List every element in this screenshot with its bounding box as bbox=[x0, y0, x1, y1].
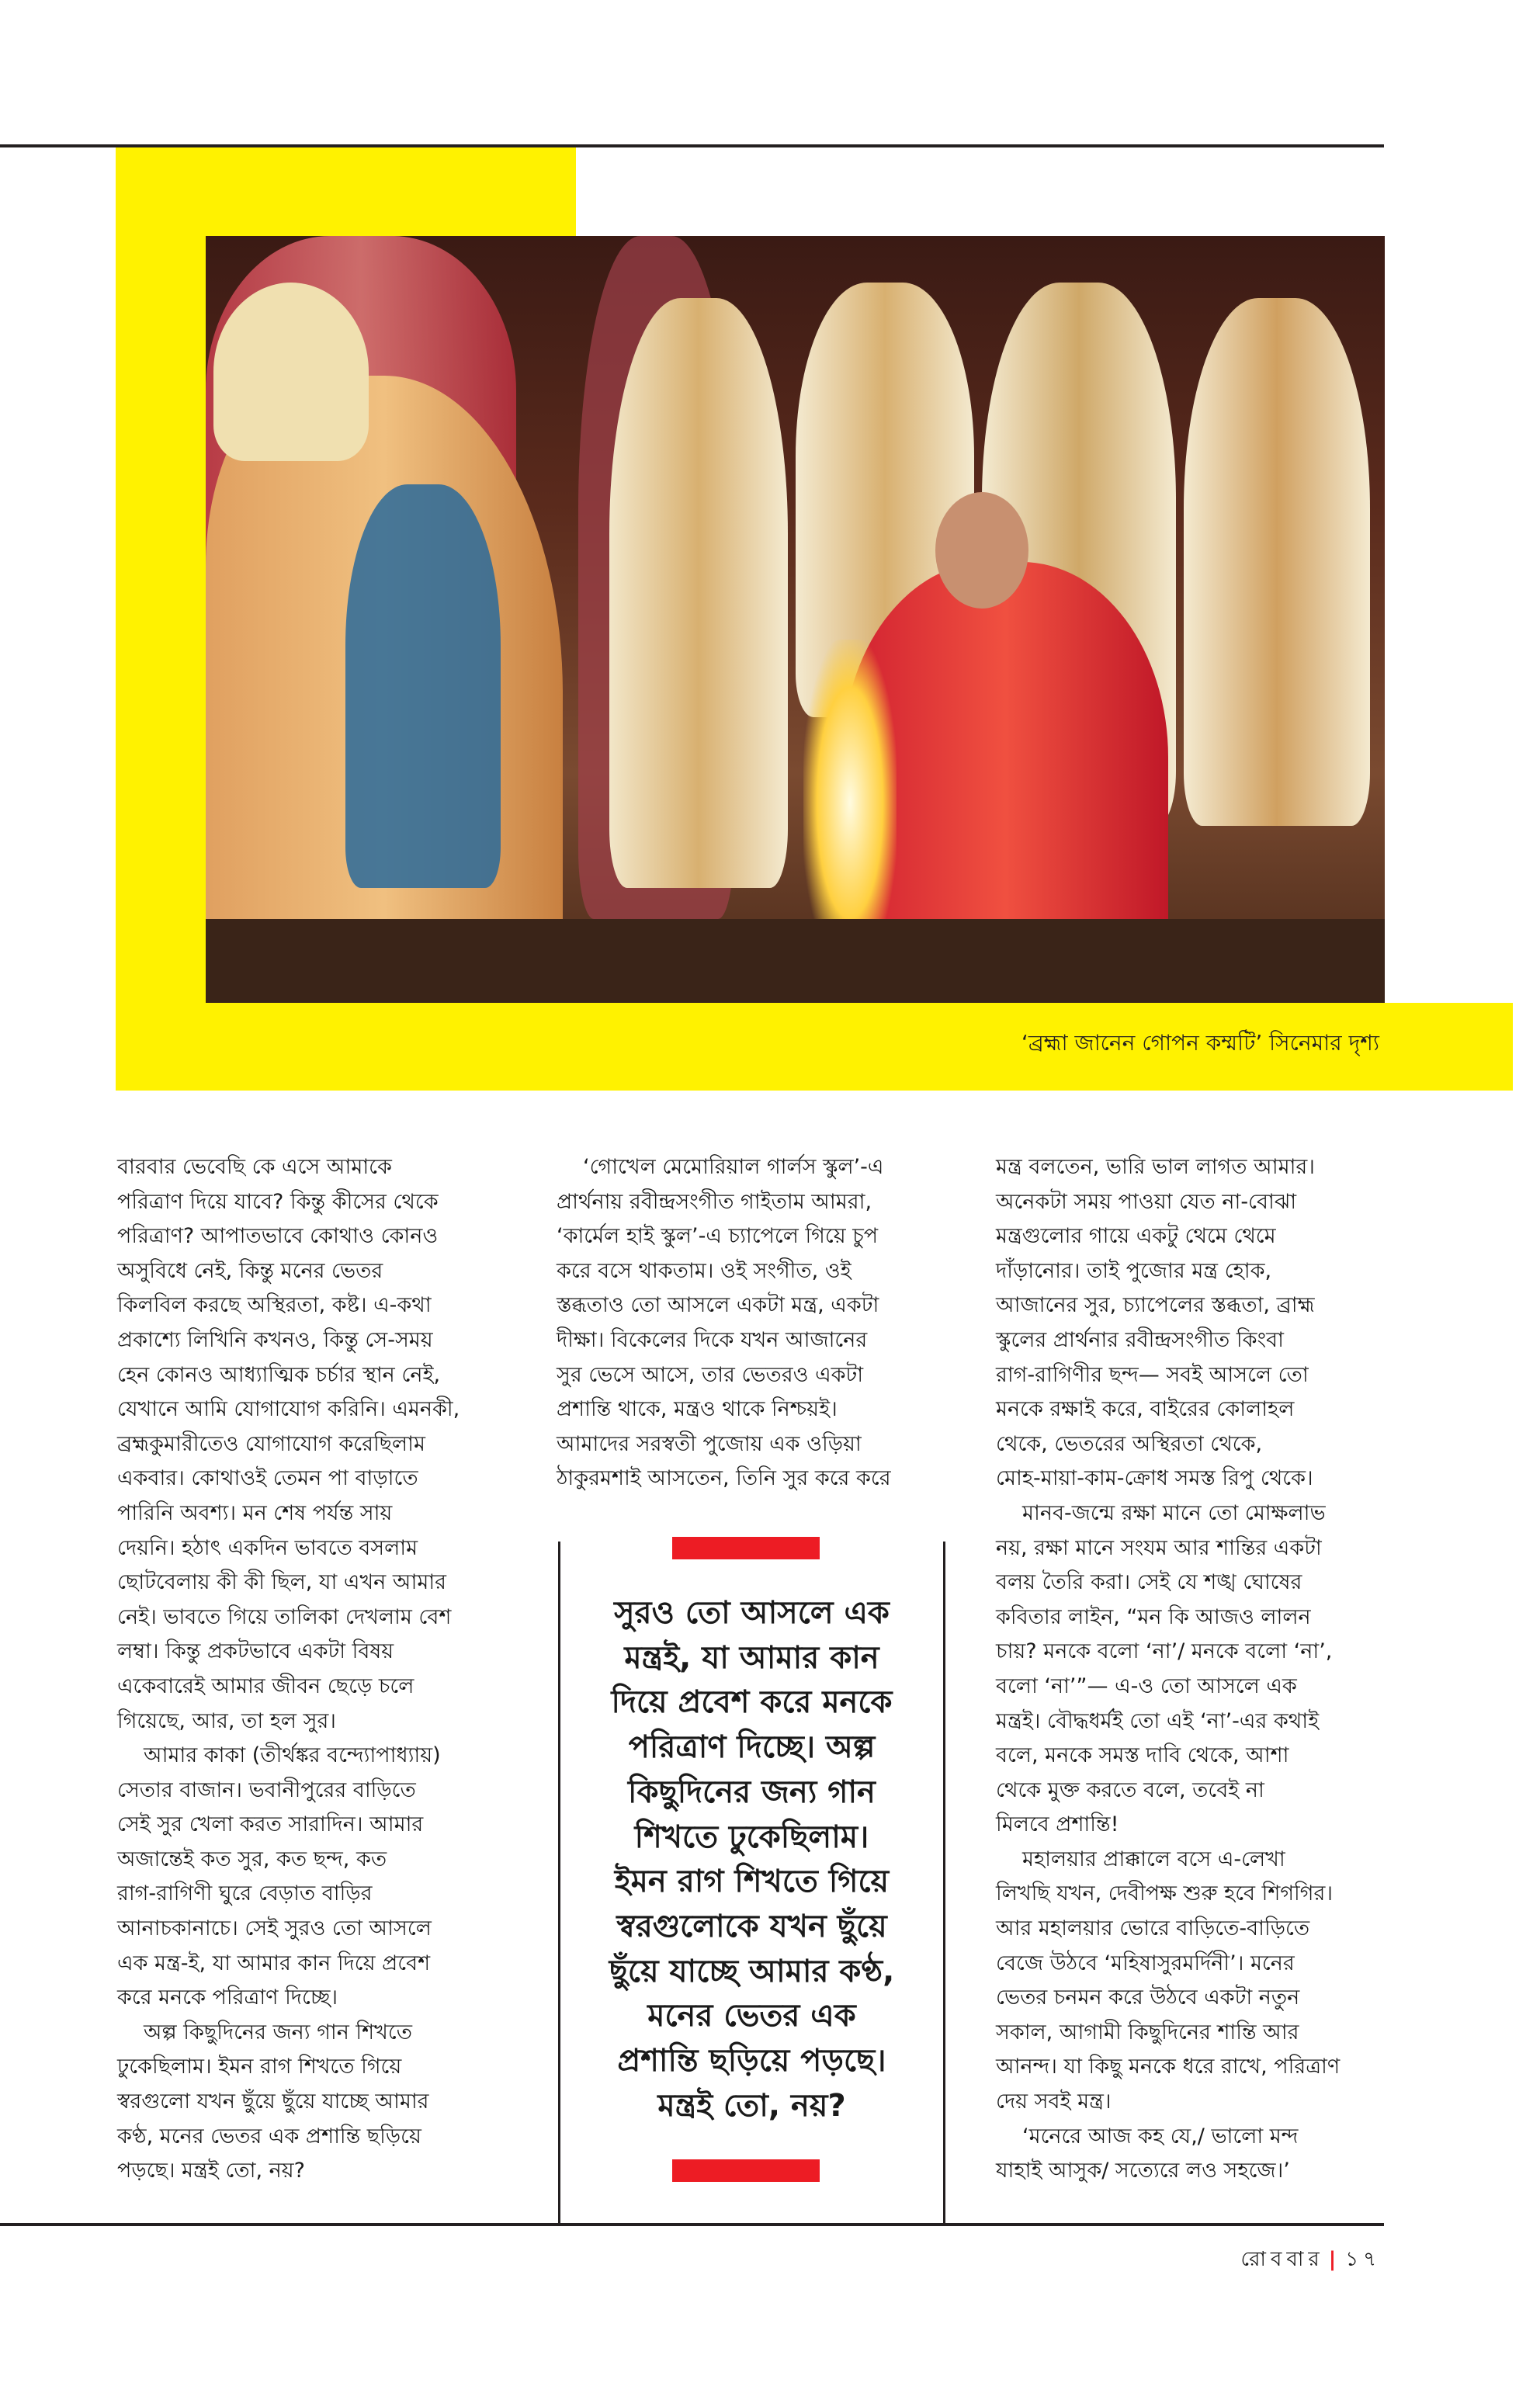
text-line: আজানের সুর, চ্যাপেলের স্তব্ধতা, ব্রাহ্ম bbox=[996, 1293, 1315, 1318]
text-line: প্রকাশ্যে লিখিনি কখনও, কিন্তু সে-সময় bbox=[117, 1327, 433, 1352]
text-line: ‘মনেরে আজ কহ যে,/ ভালো মন্দ bbox=[1022, 2124, 1299, 2148]
text-line: প্রার্থনায় রবীন্দ্রসংগীত গাইতাম আমরা, bbox=[557, 1189, 872, 1214]
text-line: করে মনকে পরিত্রাণ দিচ্ছে। bbox=[117, 1985, 338, 2010]
article-column-1 bbox=[117, 1150, 509, 2189]
pull-quote-line: কিছুদিনের জন্য গান bbox=[628, 1774, 876, 1810]
text-line: চায়? মনকে বলো ‘না’/ মনকে বলো ‘না’, bbox=[996, 1639, 1333, 1664]
text-line: পরিত্রাণ? আপাতভাবে কোথাও কোনও bbox=[117, 1224, 439, 1249]
text-line: প্রশান্তি থাকে, মন্ত্রও থাকে নিশ্চয়ই। bbox=[557, 1397, 838, 1422]
text-line: মন্ত্র বলতেন, ভারি ভাল লাগত আমার। bbox=[996, 1155, 1315, 1179]
text-line: অনেকটা সময় পাওয়া যেত না-বোঝা bbox=[996, 1189, 1297, 1214]
pull-quote-line: ইমন রাগ শিখতে গিয়ে bbox=[614, 1864, 890, 1900]
pull-quote-line: সুরও তো আসলে এক bbox=[614, 1595, 890, 1631]
text-line: ঢুকেছিলাম। ইমন রাগ শিখতে গিয়ে bbox=[117, 2055, 402, 2079]
column-divider-right bbox=[943, 1542, 945, 2223]
pull-quote-line: মনের ভেতর এক bbox=[647, 1998, 856, 2034]
text-line: মিলবে প্রশান্তি! bbox=[996, 1812, 1119, 1837]
pull-quote-bottom-bar bbox=[672, 2159, 820, 2182]
text-line: পড়ছে। মন্ত্রই তো, নয়? bbox=[117, 2159, 305, 2183]
pull-quote-line: মন্ত্রই, যা আমার কান bbox=[624, 1639, 879, 1676]
text-line: সুর ভেসে আসে, তার ভেতরও একটা bbox=[557, 1362, 864, 1387]
pull-quote-line: স্বরগুলোকে যখন ছুঁয়ে bbox=[616, 1908, 887, 1944]
pull-quote bbox=[560, 1591, 943, 2128]
text-line: নেই। ভাবতে গিয়ে তালিকা দেখলাম বেশ bbox=[117, 1604, 452, 1629]
article-column-2 bbox=[557, 1150, 945, 1496]
text-line: যাহাই আসুক/ সত্যেরে লও সহজে।’ bbox=[996, 2159, 1290, 2183]
text-line: ঠাকুরমশাই আসতেন, তিনি সুর করে করে bbox=[557, 1466, 891, 1491]
text-line: রাগ-রাগিণীর ছন্দ— সবই আসলে তো bbox=[996, 1362, 1309, 1387]
text-line: ভেতর চনমন করে উঠবে একটা নতুন bbox=[996, 1985, 1300, 2010]
left-yellow-strip bbox=[116, 236, 206, 1003]
text-line: পারিনি অবশ্য। মন শেষ পর্যন্ত সায় bbox=[117, 1500, 393, 1525]
text-line: ‘কার্মেল হাই স্কুল’-এ চ্যাপেলে গিয়ে চুপ bbox=[557, 1224, 879, 1249]
header-yellow-block bbox=[116, 147, 576, 236]
text-line: আমার কাকা (তীর্থঙ্কর বন্দ্যোপাধ্যায়) bbox=[144, 1743, 441, 1768]
text-line: বলয় তৈরি করা। সেই যে শঙ্খ ঘোষের bbox=[996, 1570, 1302, 1595]
text-line: করে বসে থাকতাম। ওই সংগীত, ওই bbox=[557, 1258, 852, 1283]
text-line: ‘গোখেল মেমোরিয়াল গার্লস স্কুল’-এ bbox=[583, 1155, 884, 1179]
text-line: এক মন্ত্র-ই, যা আমার কান দিয়ে প্রবেশ bbox=[117, 1951, 431, 1975]
text-line: থেকে মুক্ত করতে বলে, তবেই না bbox=[996, 1777, 1264, 1802]
pull-quote-line: পরিত্রাণ দিচ্ছে। অল্প bbox=[628, 1729, 876, 1766]
text-line: থেকে, ভেতরের অস্থিরতা থেকে, bbox=[996, 1431, 1263, 1456]
text-line: মন্ত্রগুলোর গায়ে একটু থেমে থেমে bbox=[996, 1224, 1276, 1249]
text-line: একেবারেই আমার জীবন ছেড়ে চলে bbox=[117, 1673, 414, 1698]
text-line: লিখছি যখন, দেবীপক্ষ শুরু হবে শিগগির। bbox=[996, 1881, 1333, 1906]
text-line: অসুবিধে নেই, কিন্তু মনের ভেতর bbox=[117, 1258, 383, 1283]
footer-separator: | bbox=[1328, 2248, 1341, 2271]
text-line: কবিতার লাইন, “মন কি আজও লালন bbox=[996, 1604, 1311, 1629]
text-line: আমাদের সরস্বতী পুজোয় এক ওড়িয়া bbox=[557, 1431, 862, 1456]
pull-quote-line: শিখতে ঢুকেছিলাম। bbox=[634, 1819, 869, 1855]
text-line: অল্প কিছুদিনের জন্য গান শিখতে bbox=[144, 2020, 412, 2044]
pull-quote-top-bar bbox=[672, 1537, 820, 1559]
text-line: দাঁড়ানোর। তাই পুজোর মন্ত্র হোক, bbox=[996, 1258, 1272, 1283]
text-line: পরিত্রাণ দিয়ে যাবে? কিন্তু কীসের থেকে bbox=[117, 1189, 439, 1214]
text-line: ব্রহ্মকুমারীতেও যোগাযোগ করেছিলাম bbox=[117, 1431, 425, 1456]
text-line: হেন কোনও আধ্যাত্মিক চর্চার স্থান নেই, bbox=[117, 1362, 441, 1387]
photo-caption: ‘ব্রহ্মা জানেন গোপন কম্মটি’ সিনেমার দৃশ্য bbox=[1021, 1030, 1379, 1056]
text-line: বলো ‘না’”— এ-ও তো আসলে এক bbox=[996, 1673, 1297, 1698]
text-line: অজান্তেই কত সুর, কত ছন্দ, কত bbox=[117, 1847, 387, 1871]
text-line: বেজে উঠবে ‘মহিষাসুরমর্দিনী’। মনের bbox=[996, 1951, 1295, 1975]
text-line: কণ্ঠ, মনের ভেতর এক প্রশান্তি ছড়িয়ে bbox=[117, 2124, 421, 2148]
text-line: মানব-জন্মে রক্ষা মানে তো মোক্ষলাভ bbox=[1022, 1500, 1326, 1525]
text-line: নয়, রক্ষা মানে সংযম আর শান্তির একটা bbox=[996, 1535, 1322, 1560]
page-number: ১৭ bbox=[1345, 2248, 1381, 2271]
text-line: স্কুলের প্রার্থনার রবীন্দ্রসংগীত কিংবা bbox=[996, 1327, 1284, 1352]
text-line: মোহ-মায়া-কাম-ক্রোধ সমস্ত রিপু থেকে। bbox=[996, 1466, 1313, 1491]
text-line: মহালয়ার প্রাক্কালে বসে এ-লেখা bbox=[1022, 1847, 1285, 1871]
text-line: সেই সুর খেলা করত সারাদিন। আমার bbox=[117, 1812, 424, 1837]
text-line: মনকে রক্ষাই করে, বাইরের কোলাহল bbox=[996, 1397, 1295, 1422]
text-line: মন্ত্রই। বৌদ্ধধর্মই তো এই ‘না’-এর কথাই bbox=[996, 1708, 1320, 1733]
text-line: যেখানে আমি যোগাযোগ করিনি। এমনকী, bbox=[117, 1397, 460, 1422]
text-line: সকাল, আগামী কিছুদিনের শান্তি আর bbox=[996, 2020, 1299, 2044]
text-line: স্তব্ধতাও তো আসলে একটা মন্ত্র, একটা bbox=[557, 1293, 879, 1318]
text-line: বারবার ভেবেছি কে এসে আমাকে bbox=[117, 1155, 392, 1179]
pull-quote-line: দিয়ে প্রবেশ করে মনকে bbox=[611, 1684, 893, 1721]
bottom-rule bbox=[0, 2223, 1384, 2226]
text-line: আনন্দ। যা কিছু মনকে ধরে রাখে, পরিত্রাণ bbox=[996, 2055, 1341, 2079]
film-scene-photo bbox=[206, 236, 1385, 1003]
text-line: একবার। কোথাওই তেমন পা বাড়াতে bbox=[117, 1466, 418, 1491]
pull-quote-line: প্রশান্তি ছড়িয়ে পড়ছে। bbox=[617, 2043, 886, 2079]
text-line: বলে, মনকে সমস্ত দাবি থেকে, আশা bbox=[996, 1743, 1289, 1768]
text-line: স্বরগুলো যখন ছুঁয়ে ছুঁয়ে যাচ্ছে আমার bbox=[117, 2090, 429, 2114]
text-line: লম্বা। কিন্তু প্রকটভাবে একটা বিষয় bbox=[117, 1639, 394, 1664]
text-line: আনাচকানাচে। সেই সুরও তো আসলে bbox=[117, 1916, 432, 1941]
text-line: রাগ-রাগিণী ঘুরে বেড়াত বাড়ির bbox=[117, 1881, 373, 1906]
text-line: দীক্ষা। বিকেলের দিকে যখন আজানের bbox=[557, 1327, 868, 1352]
text-line: গিয়েছে, আর, তা হল সুর। bbox=[117, 1708, 336, 1733]
publication-name: রোববার bbox=[1240, 2248, 1324, 2271]
text-line: ছোটবেলায় কী কী ছিল, যা এখন আমার bbox=[117, 1570, 447, 1595]
text-line: দেয় সবই মন্ত্র। bbox=[996, 2090, 1112, 2114]
text-line: সেতার বাজান। ভবানীপুরের বাড়িতে bbox=[117, 1777, 416, 1802]
pull-quote-line: ছুঁয়ে যাচ্ছে আমার কণ্ঠ, bbox=[609, 1953, 895, 1989]
page-footer bbox=[1241, 2243, 1381, 2277]
pull-quote-line: মন্ত্রই তো, নয়? bbox=[657, 2087, 846, 2124]
text-line: দেয়নি। হঠাৎ একদিন ভাবতে বসলাম bbox=[117, 1535, 418, 1560]
text-line: আর মহালয়ার ভোরে বাড়িতে-বাড়িতে bbox=[996, 1916, 1310, 1941]
text-line: কিলবিল করছে অস্থিরতা, কষ্ট। এ-কথা bbox=[117, 1293, 432, 1318]
article-column-3 bbox=[996, 1150, 1384, 2189]
